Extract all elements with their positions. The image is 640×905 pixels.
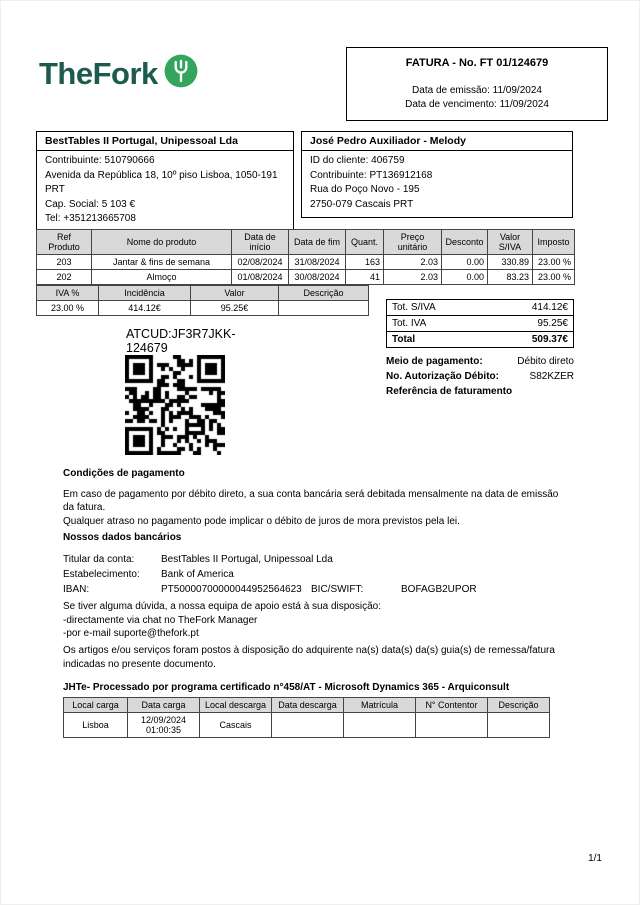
column-header: Data de fim (289, 230, 346, 255)
bank-label: Estabelecimento: (63, 568, 140, 580)
table-cell: Almoço (92, 270, 232, 285)
iva-table (36, 285, 369, 316)
conditions-text-1: Em caso de pagamento por débito direto, a sua conta bancária será debitada mensalmente na data de emissão da fatura. (63, 488, 559, 513)
supplier-vat: Contribuinte: 510790666 (45, 155, 155, 166)
table-cell: 02/08/2024 (232, 255, 289, 270)
table-row (64, 713, 550, 738)
customer-vat: Contribuinte: PT136912168 (310, 169, 433, 181)
table-cell: 12/09/2024 01:00:35 (128, 713, 200, 738)
table-row (37, 255, 575, 270)
table-cell (488, 713, 550, 738)
payment-label: Meio de pagamento: (386, 356, 483, 367)
total-label: Tot. S/IVA (392, 302, 436, 313)
total-row (386, 315, 574, 332)
total-row (386, 299, 574, 316)
atcud-line2: 124679 (126, 341, 168, 355)
customer-address: Rua do Poço Novo - 195 (310, 184, 420, 195)
grand-total-row (386, 331, 574, 348)
column-header: Valor (191, 286, 279, 301)
table-cell: 41 (346, 270, 384, 285)
payment-conditions-section (63, 467, 568, 528)
table-cell: 203 (37, 255, 92, 270)
iban-value: PT50000700000044952564623 (161, 583, 302, 595)
table-cell: Jantar & fins de semana (92, 255, 232, 270)
products-table (36, 229, 575, 285)
table-cell: 01/08/2024 (232, 270, 289, 285)
customer-box (301, 131, 573, 218)
table-cell: 2.03 (384, 270, 442, 285)
bank-label: Titular da conta: (63, 553, 135, 565)
payment-row (386, 354, 574, 369)
bank-details-section (63, 531, 568, 597)
support-section (63, 600, 568, 641)
column-header: Imposto (533, 230, 575, 255)
goods-disclaimer: Os artigos e/ou serviços foram postos à disposição do adquirente na(s) data(s) da(s) guia(s) de remessa/fatura indicadas no presente documento. (63, 645, 555, 670)
issue-date: Data de emissão: 11/09/2024 (412, 85, 542, 96)
bank-value: Bank of America (161, 568, 234, 580)
bank-row (63, 552, 568, 567)
table-cell: 330.89 (488, 255, 533, 270)
totals-box (386, 300, 574, 348)
table-cell: 23.00 % (533, 270, 575, 285)
payment-label: No. Autorização Débito: (386, 371, 499, 382)
supplier-phone: Tel: +351213665708 (45, 213, 136, 224)
column-header: Data de início (232, 230, 289, 255)
table-cell: 23.00 % (37, 301, 99, 316)
qr-code-container (125, 355, 225, 460)
bank-row (63, 567, 568, 582)
invoice-header-box (346, 47, 608, 121)
payment-row (386, 384, 574, 399)
transport-table (63, 697, 550, 738)
bank-label: IBAN: (63, 583, 90, 595)
payment-label: Referência de faturamento (386, 386, 513, 397)
table-header-row (64, 698, 550, 713)
column-header: Descrição (279, 286, 369, 301)
column-header: Data descarga (272, 698, 344, 713)
table-cell: 0.00 (442, 255, 488, 270)
table-cell: 202 (37, 270, 92, 285)
table-header-row (37, 286, 369, 301)
bic-value: BOFAGB2UPOR (401, 583, 477, 595)
table-cell: 31/08/2024 (289, 255, 346, 270)
table-cell: Lisboa (64, 713, 128, 738)
column-header: Desconto (442, 230, 488, 255)
total-value: 509.37€ (531, 334, 568, 345)
total-value: 414.12€ (531, 302, 568, 313)
table-cell (416, 713, 488, 738)
table-cell: 2.03 (384, 255, 442, 270)
table-cell: 30/08/2024 (289, 270, 346, 285)
column-header: Ref Produto (37, 230, 92, 255)
column-header: Incidência (99, 286, 191, 301)
table-row (37, 301, 369, 316)
column-header: Local descarga (200, 698, 272, 713)
section-title: Nossos dados bancários (63, 532, 182, 543)
column-header: Valor S/IVA (488, 230, 533, 255)
table-cell (279, 301, 369, 316)
support-line-2: -directamente via chat no TheFork Manager (63, 614, 258, 626)
due-date: Data de vencimento: 11/09/2024 (405, 99, 549, 110)
table-cell: 163 (346, 255, 384, 270)
column-header: Nome do produto (92, 230, 232, 255)
column-header: IVA % (37, 286, 99, 301)
supplier-address: Avenida da República 18, 10º piso Lisboa, 1050-191 PRT (45, 169, 278, 195)
bank-value: BestTables II Portugal, Unipessoal Lda (161, 553, 333, 565)
customer-name: José Pedro Auxiliador - Melody (302, 132, 572, 151)
column-header: Matrícula (344, 698, 416, 713)
table-cell: 23.00 % (533, 255, 575, 270)
conditions-text-2: Qualquer atraso no pagamento pode implicar o débito de juros de mora previstos pela lei. (63, 515, 460, 527)
table-row (37, 270, 575, 285)
table-cell: 414.12€ (99, 301, 191, 316)
qr-code (125, 355, 225, 455)
thefork-fork-icon (163, 53, 199, 94)
table-cell (344, 713, 416, 738)
table-cell: 95.25€ (191, 301, 279, 316)
support-line-1: Se tiver alguma dúvida, a nossa equipa de apoio está à sua disposição: (63, 601, 381, 612)
bic-label: BIC/SWIFT: (311, 583, 364, 595)
customer-city: 2750-079 Cascais PRT (310, 198, 414, 210)
table-cell: 0.00 (442, 270, 488, 285)
table-header-row (37, 230, 575, 255)
certified-software-line: JHTe- Processado por programa certificado n°458/AT - Microsoft Dynamics 365 - Arquiconsult (63, 682, 510, 693)
customer-id: ID do cliente: 406759 (310, 155, 405, 166)
column-header: Local carga (64, 698, 128, 713)
table-cell: Cascais (200, 713, 272, 738)
column-header: N° Contentor (416, 698, 488, 713)
column-header: Descrição (488, 698, 550, 713)
thefork-logo (39, 53, 199, 94)
page-number: 1/1 (588, 853, 602, 864)
table-cell: 83.23 (488, 270, 533, 285)
total-value: 95.25€ (537, 318, 568, 329)
bank-row (63, 582, 568, 597)
column-header: Quant. (346, 230, 384, 255)
column-header: Data carga (128, 698, 200, 713)
payment-value: Débito direto (517, 356, 574, 367)
supplier-capital: Cap. Social: 5 103 € (45, 198, 136, 210)
support-email-line: -por e-mail suporte@thefork.pt (63, 628, 199, 639)
total-label: Total (392, 334, 416, 345)
total-label: Tot. IVA (392, 318, 427, 329)
payment-value: S82KZER (529, 371, 574, 382)
payment-row (386, 369, 574, 384)
column-header: Preço unitário (384, 230, 442, 255)
thefork-logo-text: TheFork (39, 55, 158, 91)
table-cell (272, 713, 344, 738)
payment-info (386, 354, 574, 399)
atcud-line1: ATCUD:JF3R7JKK- (126, 327, 236, 341)
supplier-box (36, 131, 294, 233)
atcud-code (126, 327, 266, 355)
supplier-name: BestTables II Portugal, Unipessoal Lda (37, 132, 293, 151)
section-title: Condições de pagamento (63, 468, 185, 479)
invoice-number: FATURA - No. FT 01/124679 (405, 57, 549, 69)
